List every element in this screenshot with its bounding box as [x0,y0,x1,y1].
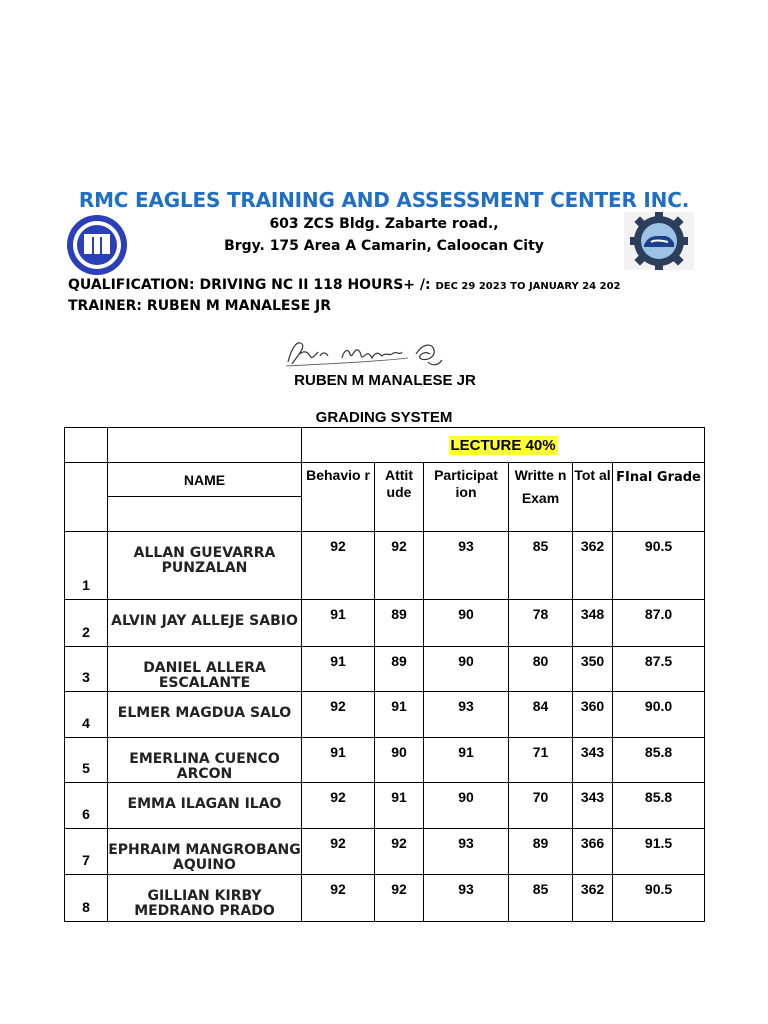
participation-score: 90 [424,783,509,829]
written-exam-score: 78 [509,600,573,647]
behavior-score: 92 [302,875,375,922]
grading-table [64,427,705,922]
attitude-score: 89 [375,600,424,647]
total-score: 362 [573,875,613,922]
student-name: GILLIAN KIRBY MEDRANO PRADO [108,875,302,922]
attitude-score: 92 [375,875,424,922]
name-header: NAME [108,463,302,497]
participation-score: 93 [424,875,509,922]
row-number: 1 [65,532,108,600]
total-score: 360 [573,692,613,738]
total-score: 343 [573,783,613,829]
participation-header: Participat ion [424,463,509,532]
final-grade: 90.5 [613,875,705,922]
written-exam-score: 84 [509,692,573,738]
written-exam-score: 80 [509,647,573,692]
table-row [65,647,705,692]
participation-score: 93 [424,692,509,738]
attitude-score: 92 [375,532,424,600]
participation-score: 93 [424,829,509,875]
table-row [65,600,705,647]
corner-cell [65,428,108,463]
total-score: 350 [573,647,613,692]
written-exam-score: 85 [509,875,573,922]
written-exam-score: 71 [509,738,573,783]
row-number: 5 [65,738,108,783]
total-score: 343 [573,738,613,783]
student-name: DANIEL ALLERA ESCALANTE [108,647,302,692]
grading-system-title: GRADING SYSTEM [315,409,453,426]
participation-score: 93 [424,532,509,600]
written-header-text: Writte n [514,467,567,483]
behavior-score: 92 [302,829,375,875]
final-grade: 85.8 [613,738,705,783]
behavior-score: 91 [302,647,375,692]
row-number: 7 [65,829,108,875]
qualification-dates: DEC 29 2023 TO JANUARY 24 202 [435,281,621,292]
written-exam-header [509,463,573,532]
behavior-score: 92 [302,783,375,829]
participation-score: 90 [424,647,509,692]
written-exam-score: 85 [509,532,573,600]
final-grade: 85.8 [613,783,705,829]
num-head-cell [65,463,108,532]
student-name: EMMA ILAGAN ILAO [108,783,302,829]
lecture-section [302,428,705,463]
trainer-line: TRAINER: RUBEN M MANALESE JR [68,298,331,314]
org-title: RMC EAGLES TRAINING AND ASSESSMENT CENTER INC. [78,188,690,212]
table-row [65,875,705,922]
final-grade: 90.5 [613,532,705,600]
behavior-score: 91 [302,738,375,783]
final-grade: 90.0 [613,692,705,738]
attitude-header: Attit ude [375,463,424,532]
total-score: 362 [573,532,613,600]
attitude-score: 90 [375,738,424,783]
address-line-2: Brgy. 175 Area A Camarin, Caloocan City [224,238,544,254]
attitude-score: 91 [375,783,424,829]
total-header: Tot al [573,463,613,532]
student-name: ALLAN GUEVARRA PUNZALAN [108,532,302,600]
student-name: EPHRAIM MANGROBANG AQUINO [108,829,302,875]
final-grade: 91.5 [613,829,705,875]
student-name: ELMER MAGDUA SALO [108,692,302,738]
final-grade: 87.5 [613,647,705,692]
qualification-label: QUALIFICATION: DRIVING NC II 118 HOURS+ /: [68,277,436,293]
total-score: 366 [573,829,613,875]
participation-score: 91 [424,738,509,783]
table-row [65,829,705,875]
attitude-score: 91 [375,692,424,738]
table-row [65,692,705,738]
qualification-line [68,277,620,293]
table-row [65,738,705,783]
written-exam-score: 70 [509,783,573,829]
written-exam-score: 89 [509,829,573,875]
trainer-signature [284,336,450,372]
final-grade-header: FInal Grade [613,463,705,532]
behavior-score: 92 [302,692,375,738]
row-number: 6 [65,783,108,829]
row-number: 8 [65,875,108,922]
table-row [65,532,705,600]
participation-score: 90 [424,600,509,647]
row-number: 4 [65,692,108,738]
behavior-score: 92 [302,532,375,600]
behavior-score: 91 [302,600,375,647]
attitude-score: 89 [375,647,424,692]
address-line-1: 603 ZCS Bldg. Zabarte road., [269,216,499,232]
exam-header-text: Exam [521,490,560,506]
total-score: 348 [573,600,613,647]
attitude-score: 92 [375,829,424,875]
blank-head-cell [108,428,302,463]
student-name: EMERLINA CUENCO ARCON [108,738,302,783]
table-row [65,783,705,829]
final-grade: 87.0 [613,600,705,647]
student-name: ALVIN JAY ALLEJE SABIO [108,600,302,647]
row-number: 2 [65,600,108,647]
behavior-header: Behavio r [302,463,375,532]
row-number: 3 [65,647,108,692]
signature-name: RUBEN M MANALESE JR [294,372,476,389]
student-rows [65,532,705,922]
name-subhead-cell [108,497,302,532]
lecture-label: LECTURE 40% [450,436,556,454]
